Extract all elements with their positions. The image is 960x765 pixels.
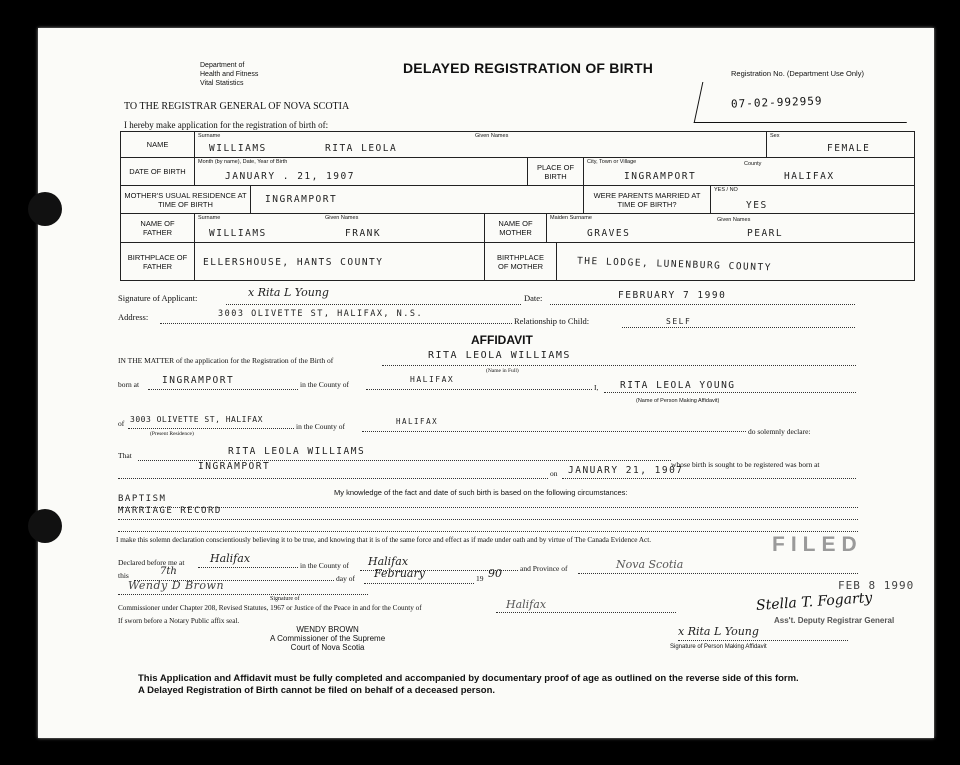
applicant-signature-line (226, 304, 521, 305)
birth-details-grid (120, 131, 915, 281)
seal-line: A Commissioner of the Supreme (270, 634, 386, 643)
father-surname-label: Surname (198, 215, 221, 221)
matter-text: IN THE MATTER of the application for the Registration of the Birth of (118, 356, 334, 365)
department-line: Health and Fitness (200, 71, 259, 78)
commissioner-text: Commissioner under Chapter 208, Revised Statutes, 1967 or Justice of the Peace in and for the County of (118, 604, 422, 612)
applicant-signature-label: Signature of Applicant: (118, 293, 198, 303)
circumstance-line-1 (118, 507, 858, 508)
born-county-value: HALIFAX (410, 375, 455, 384)
affidavit-heading: AFFIDAVIT (471, 333, 533, 347)
address-label: Address: (118, 312, 149, 322)
child-full-name: RITA LEOLA WILLIAMS (428, 350, 571, 361)
signature-of-label: Signature of (270, 596, 300, 602)
birth-registration-form (38, 28, 934, 738)
res-county-line (362, 431, 746, 432)
deponent-sub-label: (Name of Person Making Affidavit) (636, 398, 720, 404)
date-of-birth-field (195, 158, 528, 186)
born-place-value: INGRAMPORT (198, 461, 271, 472)
father-name-field (195, 214, 485, 243)
place-of-birth-field (584, 158, 914, 186)
deponent-signature: x Rita L Young (678, 625, 759, 638)
declared-county-label: in the County of (300, 561, 349, 570)
father-given-value: FRANK (345, 228, 382, 239)
applicant-signature: x Rita L Young (248, 286, 329, 299)
residence-value: INGRAMPORT (265, 194, 338, 205)
parents-married-value: YES (746, 200, 768, 211)
filed-stamp: FILED (772, 533, 863, 556)
born-at-line (148, 389, 298, 390)
notary-seal-note: If sworn before a Notary Public affix seal. (118, 617, 240, 625)
place-of-birth-label: PLACE OF BIRTH (528, 158, 584, 186)
applicant-address: 3003 OLIVETTE ST, HALIFAX, N.S. (218, 309, 424, 319)
month-line (364, 583, 474, 584)
date-of-birth-value: JANUARY . 21, 1907 (225, 171, 355, 182)
father-birthplace-value: ELLERSHOUSE, HANTS COUNTY (203, 257, 384, 268)
deputy-registrar-signature: Stella T. Fogarty (755, 589, 873, 615)
name-in-full-label: (Name in Full) (486, 368, 519, 374)
of-label: of (118, 419, 125, 428)
punch-hole (28, 509, 62, 543)
sex-field (767, 132, 914, 158)
relationship-value: SELF (666, 317, 692, 326)
father-birthplace-field (195, 243, 485, 280)
declared-label: Declared before me at (118, 558, 185, 567)
born-county-label: in the County of (300, 380, 349, 389)
this-label: this (118, 571, 129, 580)
seal-line: Court of Nova Scotia (290, 643, 365, 652)
county-label: County (744, 161, 762, 167)
residence-field (251, 186, 584, 214)
commissioner-seal (270, 625, 385, 652)
relationship-line (622, 327, 855, 328)
seal-line: WENDY BROWN (296, 625, 359, 634)
declared-county: Halifax (368, 555, 409, 568)
residence-label: MOTHER'S USUAL RESIDENCE AT TIME OF BIRTH (121, 186, 251, 214)
instruction-line: A Delayed Registration of Birth cannot be filed on behalf of a deceased person. (138, 685, 496, 696)
mother-given-value: PEARL (747, 228, 784, 239)
registrar-address: TO THE REGISTRAR GENERAL OF NOVA SCOTIA (124, 101, 350, 112)
father-surname-value: WILLIAMS (209, 228, 267, 239)
born-county-line (366, 389, 592, 390)
mother-birthplace-field (557, 243, 914, 280)
mother-surname-value: GRAVES (587, 228, 631, 239)
given-names-label: Given Names (475, 133, 509, 139)
dob-sub-label: Month (by name), Date, Year of Birth (198, 159, 288, 165)
year-value: 90 (488, 567, 502, 580)
date-label: Date: (524, 293, 543, 303)
that-label: That (118, 451, 132, 460)
mother-given-label: Given Names (717, 217, 751, 223)
sex-value: FEMALE (827, 143, 871, 154)
name-label: NAME (121, 132, 195, 158)
province-line (578, 573, 858, 574)
circumstance-line-2 (118, 519, 858, 520)
day-of-label: day of (336, 574, 355, 583)
surname-value: WILLIAMS (209, 143, 267, 154)
commissioner-county: Halifax (506, 598, 547, 611)
given-names-value: RITA LEOLA (325, 143, 398, 154)
child-name-line (382, 365, 856, 366)
whose-birth-text: whose birth is sought to be registered was born at (671, 460, 820, 469)
born-at-label: born at (118, 380, 140, 389)
circumstance-1: BAPTISM (118, 494, 167, 504)
instruction-line: This Application and Affidavit must be fully completed and accompanied by documentary proof of age as outlined on the reverse side of this form. (138, 673, 799, 684)
deponent-signature-line (678, 640, 848, 641)
registration-number: 07-02-992959 (730, 94, 823, 111)
born-date-value: JANUARY 21, 1907 (568, 465, 684, 476)
department-block (200, 61, 258, 88)
mother-birthplace-value: THE LODGE, LUNENBURG COUNTY (576, 255, 773, 274)
maiden-surname-label: Maiden Surname (550, 215, 592, 221)
born-date-line (562, 478, 856, 479)
deponent-signature-label: Signature of Person Making Affidavit (670, 644, 767, 650)
mother-name-field (547, 214, 914, 243)
circumstance-line-3 (118, 531, 858, 532)
mother-birthplace-label: BIRTHPLACE OF MOTHER (485, 243, 557, 280)
on-label: on (550, 469, 558, 478)
province-label: and Province of (520, 564, 568, 573)
circumstance-2: MARRIAGE RECORD (118, 506, 222, 516)
relationship-label: Relationship to Child: (514, 316, 590, 326)
department-line: Department of (200, 62, 245, 69)
county-value: HALIFAX (784, 171, 835, 182)
declared-place-line (198, 567, 298, 568)
residence-county-value: HALIFAX (396, 417, 439, 426)
i-label: I, (594, 383, 599, 392)
year-prefix: 19 (476, 574, 484, 583)
date-line (550, 304, 855, 305)
deponent-residence: 3003 OLIVETTE ST, HALIFAX (130, 415, 263, 424)
punch-hole (28, 192, 62, 226)
born-at-value: INGRAMPORT (162, 375, 235, 386)
deponent-line (604, 392, 856, 393)
commissioner-signature-line (118, 594, 368, 595)
day-value: 7th (160, 566, 177, 577)
province-value: Nova Scotia (616, 558, 684, 571)
city-value: INGRAMPORT (624, 171, 697, 182)
address-line (160, 323, 512, 324)
sex-label: Sex (770, 133, 780, 139)
yes-no-label: YES / NO (714, 187, 738, 193)
surname-label: Surname (198, 133, 221, 139)
declare-text: do solemnly declare: (748, 427, 811, 436)
deputy-registrar-title: Ass't. Deputy Registrar General (774, 616, 895, 625)
born-place-line (118, 478, 548, 479)
parents-married-field (711, 186, 914, 214)
father-given-label: Given Names (325, 215, 359, 221)
city-label: City, Town or Village (587, 159, 637, 165)
deponent-name: RITA LEOLA YOUNG (620, 380, 736, 391)
knowledge-statement: My knowledge of the fact and date of such birth is based on the following circumstances: (334, 488, 628, 497)
department-line: Vital Statistics (200, 80, 244, 87)
father-name-label: NAME OF FATHER (121, 214, 195, 243)
filed-date-stamp: FEB 8 1990 (838, 579, 915, 592)
declared-place: Halifax (210, 552, 251, 565)
father-birthplace-label: BIRTHPLACE OF FATHER (121, 243, 195, 280)
res-county-label: in the County of (296, 422, 345, 431)
name-field (195, 132, 767, 158)
that-name: RITA LEOLA WILLIAMS (228, 446, 366, 457)
registration-number-label: Registration No. (Department Use Only) (731, 69, 864, 78)
application-statement: I hereby make application for the registration of birth of: (124, 120, 329, 130)
residence-sub-label: (Present Residence) (150, 431, 194, 437)
mother-name-label: NAME OF MOTHER (485, 214, 547, 243)
application-date: FEBRUARY 7 1990 (618, 290, 727, 301)
form-title: DELAYED REGISTRATION OF BIRTH (403, 60, 654, 76)
parents-married-label: WERE PARENTS MARRIED AT TIME OF BIRTH? (584, 186, 711, 214)
solemn-declaration: I make this solemn declaration conscientiously believing it to be true, and knowing that it is of the same force and effect as if made under oath and by virtue of The Canada Evidence Act. (116, 536, 652, 544)
residence-line (128, 428, 294, 429)
month-value: February (374, 567, 425, 580)
date-of-birth-label: DATE OF BIRTH (121, 158, 195, 186)
form-instructions (138, 673, 799, 697)
commissioner-county-line (496, 612, 676, 613)
commissioner-signature: Wendy D Brown (128, 579, 225, 592)
